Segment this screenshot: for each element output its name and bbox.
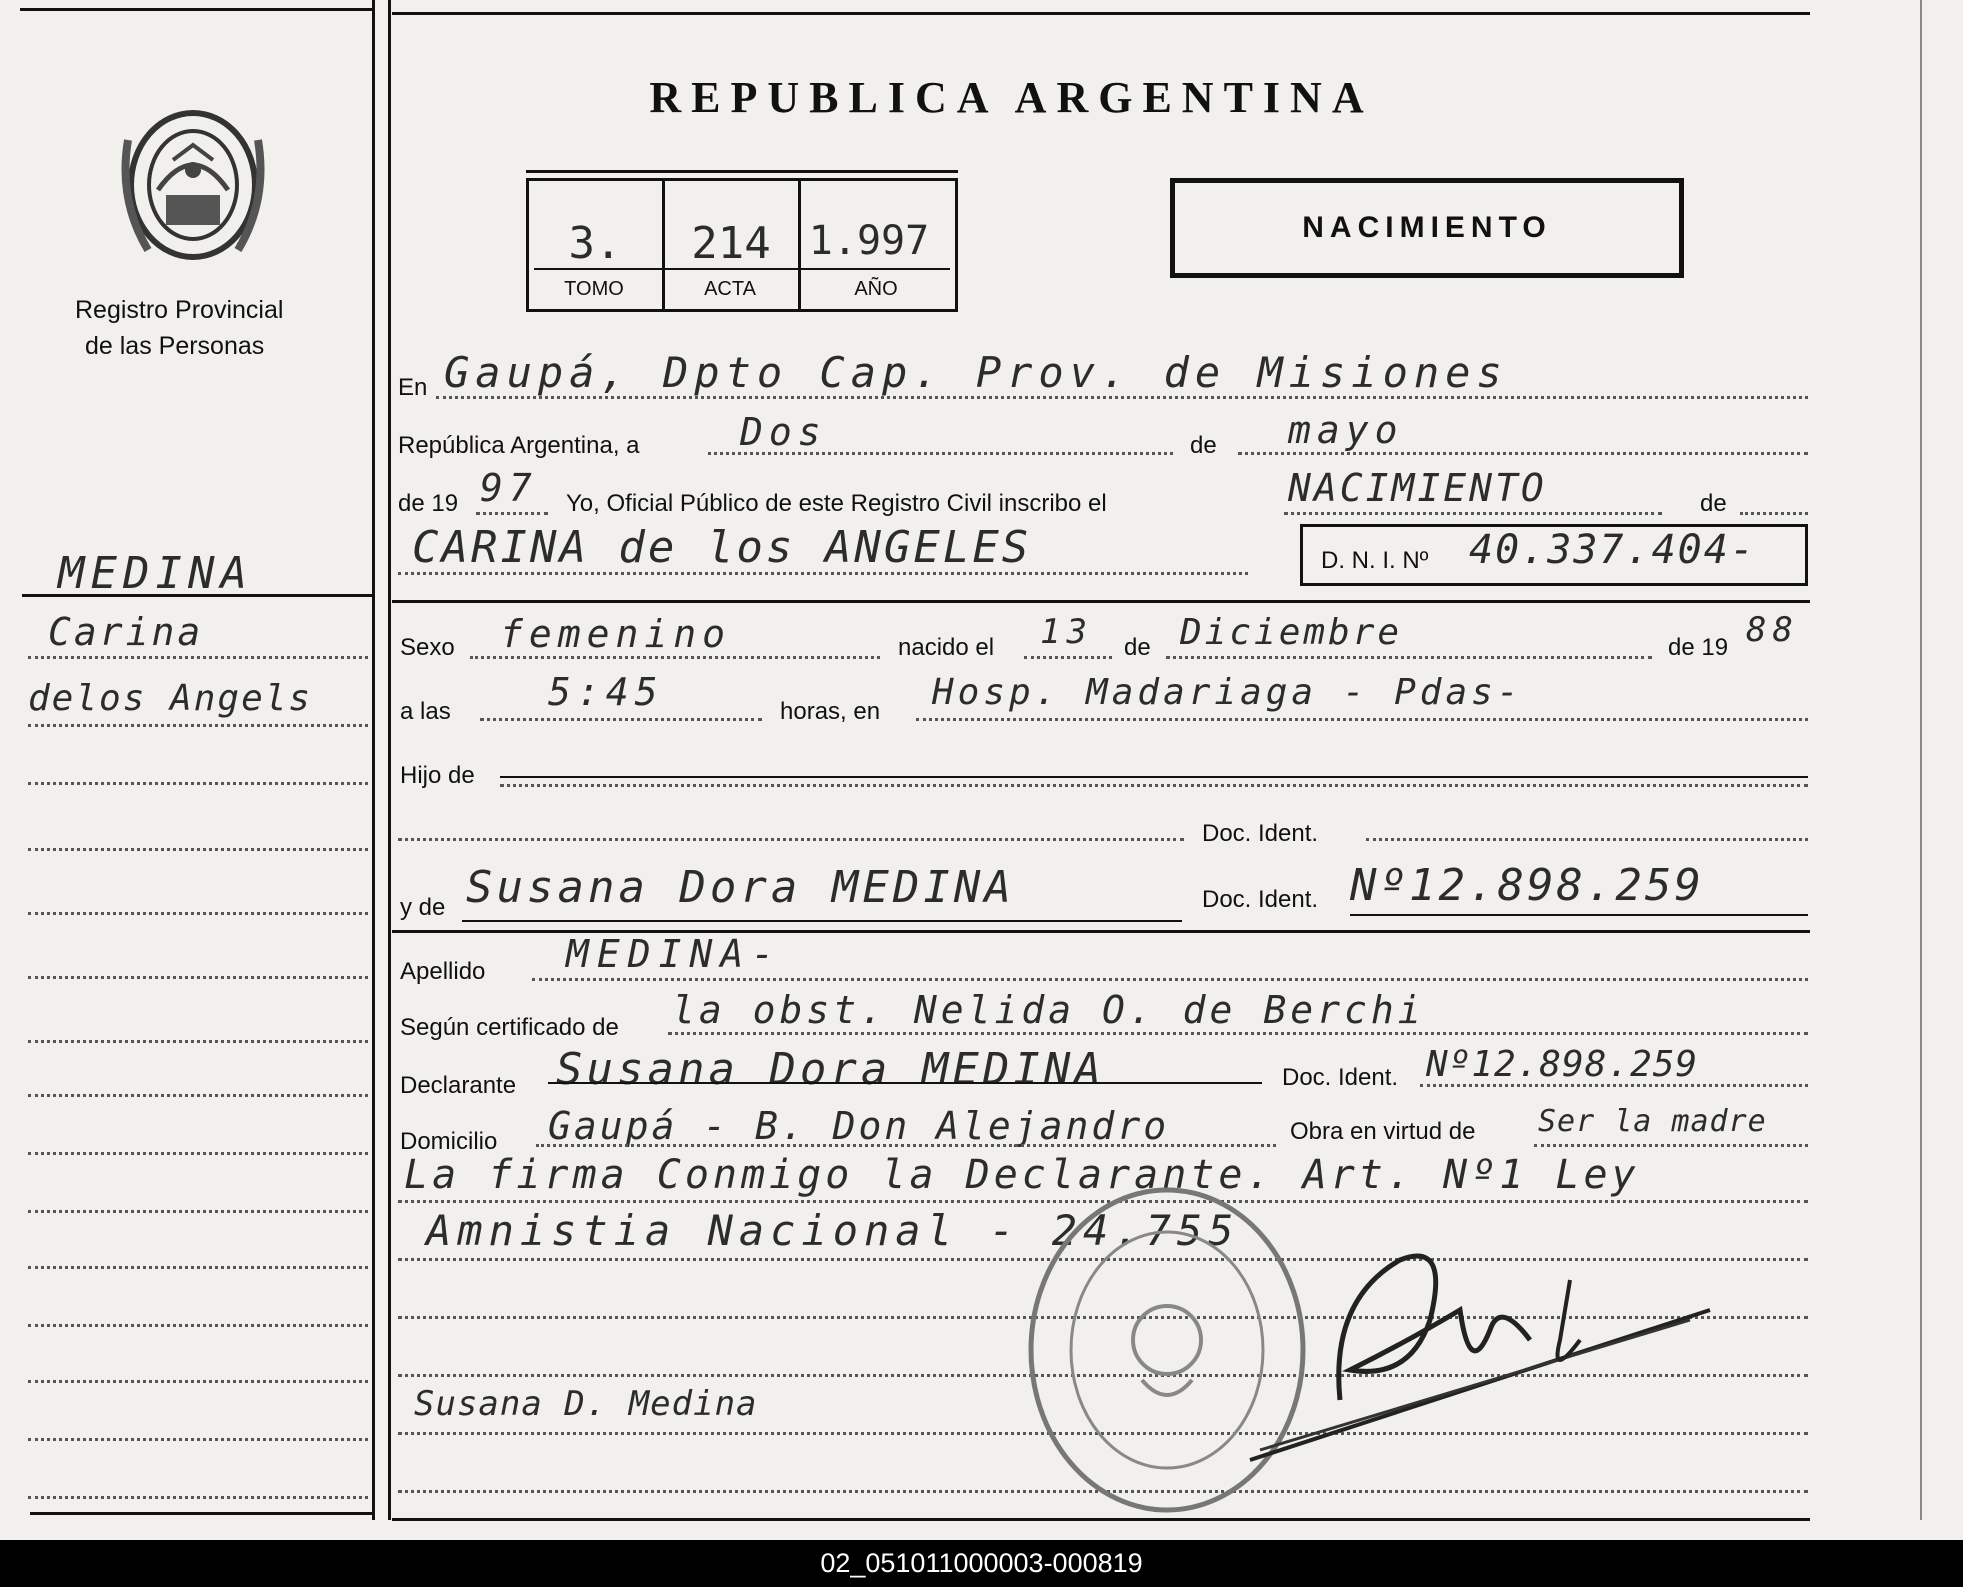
domicilio-value: Gaupá - B. Don Alejandro [548,1104,1170,1148]
bottom-border-left [30,1512,375,1515]
birth-day-line [1024,656,1112,659]
domicilio-line [536,1144,1276,1147]
republica-label: República Argentina, a [398,432,640,459]
image-code: 02_051011000003-000819 [0,1540,1963,1587]
place-value: Hosp. Madariaga - Pdas- [932,672,1523,713]
birth-month: Diciembre [1180,612,1403,653]
apellido-value: MEDINA- [566,932,783,976]
declarante-doc: Nº12.898.259 [1426,1044,1699,1085]
doc-ident-label-3: Doc. Ident. [1282,1064,1399,1091]
place-line [916,718,1808,721]
obra-line [1534,1144,1808,1147]
margin-line [28,976,368,979]
doc-ident-1-lead [398,838,1184,841]
notes-line-2: Amnistia Nacional - 24.755 [426,1206,1240,1255]
act-value: NACIMIENTO [1288,466,1547,510]
sexo-label: Sexo [400,634,455,661]
sexo-value: femenino [500,612,732,656]
section-rule-1 [392,600,1810,603]
act-line [1284,512,1662,515]
margin-line [28,1040,368,1043]
a-las-label: a las [400,698,451,725]
doc-ident-label-1: Doc. Ident. [1202,820,1319,847]
acta-label: ACTA [704,278,756,300]
record-box-top-rule [526,170,958,173]
ano-value: 1.997 [808,218,930,264]
mother-value: Susana Dora MEDINA [466,862,1015,913]
margin-line [28,1496,368,1499]
margin-line [28,912,368,915]
year-line [476,512,548,515]
provincial-seal [118,100,268,270]
hijo-label: Hijo de [400,762,475,789]
record-box-divider-1 [662,178,665,312]
obra-label: Obra en virtud de [1290,1118,1476,1145]
mother-line [462,920,1182,922]
form-left-border [388,0,391,1520]
mother-doc-line [1350,914,1808,916]
margin-line [28,1380,368,1383]
doc-ident-label-2: Doc. Ident. [1202,886,1319,913]
top-border-right [392,12,1810,15]
horas-label: horas, en [780,698,881,725]
de-label: de [1190,432,1217,459]
year-prefix-label: de 19 [398,490,459,517]
declarante-label: Declarante [400,1072,517,1099]
name-line [398,572,1248,575]
acta-value: 214 [691,218,771,269]
de-line [1740,512,1808,515]
domicilio-label: Domicilio [400,1128,498,1155]
registry-name-line1: Registro Provincial [75,296,284,324]
segun-label: Según certificado de [400,1014,619,1041]
official-signature [1230,1220,1730,1480]
margin-line [28,782,368,785]
declarant-signature: Susana D. Medina [414,1384,758,1424]
name-value: CARINA de los ANGELES [412,522,1032,573]
registry-name-line2: de las Personas [85,332,265,360]
left-column-divider [372,0,375,1520]
birth-year-label: de 19 [1668,634,1729,661]
dni-value: 40.337.404- [1469,527,1756,573]
margin-given-names-2: delos Angels [28,678,313,719]
declarante-line [548,1082,1262,1084]
time-line [480,718,762,721]
dni-label: D. N. I. Nº [1321,547,1429,574]
sexo-line [470,656,880,659]
margin-line [28,656,368,659]
en-value: Gaupá, Dpto Cap. Prov. de Misiones [444,348,1508,397]
margin-surname-rule [22,594,372,597]
en-label: En [398,374,428,401]
hijo-line [500,776,1808,778]
margin-line [28,848,368,851]
margin-line [28,724,368,727]
declarante-doc-line [1420,1084,1808,1087]
record-box-divider-2 [798,178,801,312]
en-line [436,396,1808,399]
ano-label: AÑO [854,278,898,300]
oficial-label: Yo, Oficial Público de este Registro Civil inscribo el [566,490,1107,517]
margin-given-names-1: Carina [48,610,204,654]
segun-line [668,1032,1808,1035]
de-label-2: de [1700,490,1727,517]
segun-value: la obst. Nelida O. de Berchi [672,988,1425,1032]
hijo-line-dots [500,784,1808,787]
dni-box [1300,524,1808,586]
margin-line [28,1438,368,1441]
margin-line [28,1152,368,1155]
page-edge [1920,0,1922,1520]
day-value: Dos [740,410,827,454]
birth-month-line [1166,656,1652,659]
margin-line [28,1324,368,1327]
apellido-label: Apellido [400,958,486,985]
day-line [708,452,1173,455]
obra-value: Ser la madre [1538,1104,1767,1139]
top-border-left [20,8,375,11]
birth-day: 13 [1040,612,1093,652]
time-value: 5:45 [548,670,664,714]
y-de-label: y de [400,894,446,921]
year-value: 97 [480,466,538,510]
tomo-label: TOMO [564,278,624,300]
margin-line [28,1266,368,1269]
mother-doc: Nº12.898.259 [1350,860,1704,911]
margin-surname: MEDINA [58,548,253,599]
month-line [1238,452,1808,455]
nacido-label: nacido el [898,634,995,661]
apellido-line [532,978,1808,981]
act-type-box: NACIMIENTO [1170,178,1684,278]
month-value: mayo [1288,408,1404,452]
birth-year: 88 [1746,610,1799,650]
margin-line [28,1094,368,1097]
tomo-value: 3. [568,218,622,269]
country-title: REPUBLICA ARGENTINA [649,73,1374,122]
declarante-value: Susana Dora MEDINA [556,1044,1105,1095]
notes-line-1: La firma Conmigo la Declarante. Art. Nº1 Ley [404,1152,1640,1198]
de-label-3: de [1124,634,1151,661]
margin-line [28,1210,368,1213]
doc-ident-1-line [1366,838,1808,841]
